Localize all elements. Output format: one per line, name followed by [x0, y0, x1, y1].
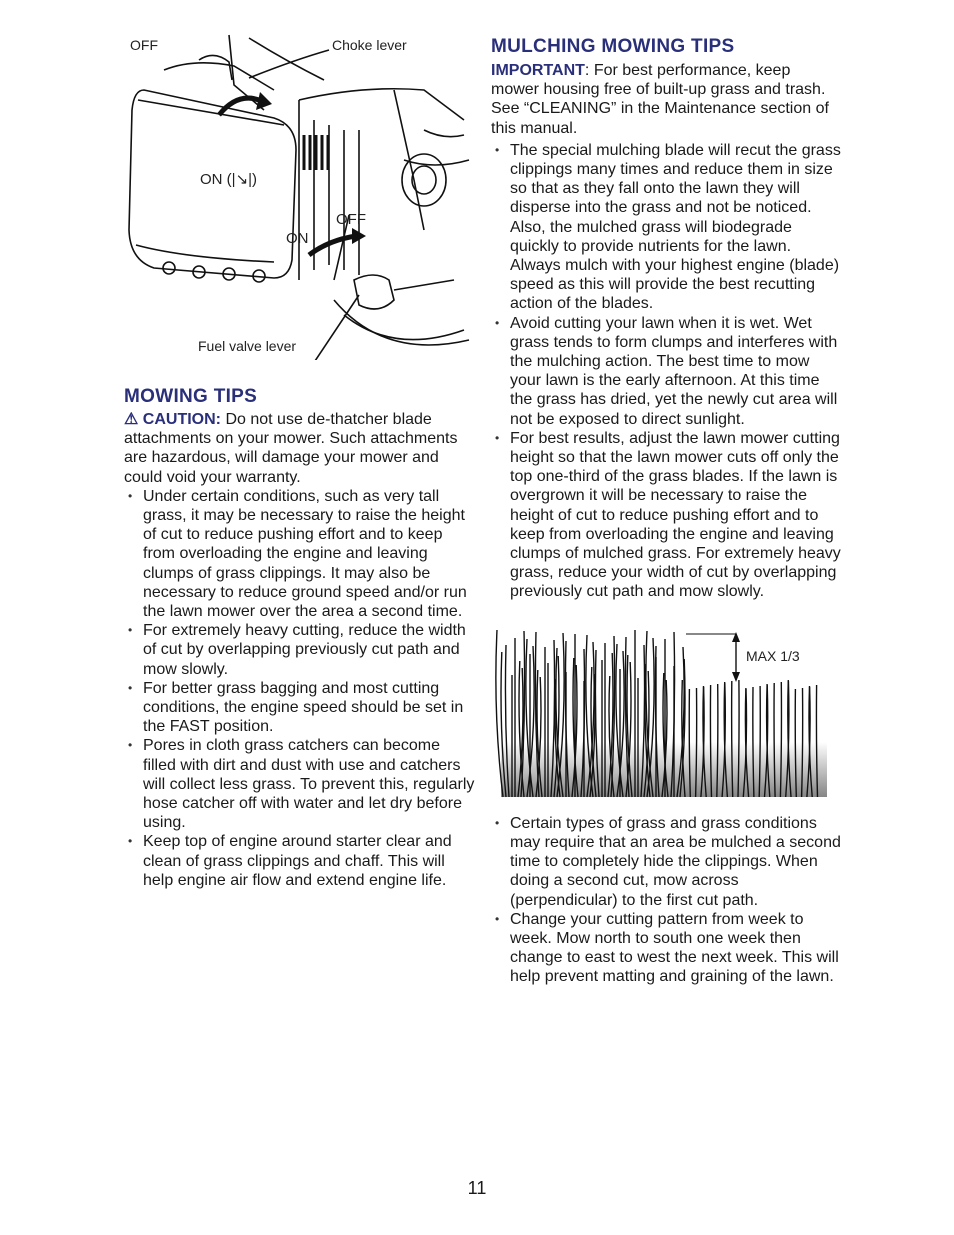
list-item: • Avoid cutting your lawn when it is wet. Wet grass tends to form clumps and interferes with the mulching action. The best time to mow your lawn is the early afternoon. At this time the grass has dried, yet the newly cut area will not be exposed to direct sunlight. — [491, 314, 841, 429]
grass-blade — [759, 686, 760, 797]
label-on-choke: ON (|↘|) — [200, 171, 258, 188]
list-item: • Pores in cloth grass catchers can become filled with dirt and dust with use and catchers will collect less grass. To prevent this, regularly hose catcher off with water and let dry before using. — [124, 736, 476, 832]
grass-blade — [780, 682, 781, 797]
grass-cut-height-figure — [491, 622, 841, 802]
warning-icon: ⚠ — [124, 411, 139, 428]
fuel-choke-figure — [124, 30, 476, 360]
mulching-tips-list-continued — [491, 814, 841, 987]
label-off-choke: OFF — [130, 37, 158, 53]
grass-blade — [738, 680, 739, 797]
important-label: IMPORTANT — [491, 62, 585, 79]
list-item: • Keep top of engine around starter clear and clean of grass clippings and chaff. This will help engine air flow and extend engine life. — [124, 832, 476, 890]
important-paragraph: IMPORTANT: For best performance, keep mower housing free of built-up grass and trash. See “CLEANING” in the Maintenance section of this manual. — [491, 62, 829, 137]
label-choke-lever: Choke lever — [332, 37, 407, 53]
grass-blade — [816, 685, 817, 797]
caution-paragraph: ⚠ CAUTION: Do not use de-thatcher blade attachments on your mower. Such attachments are hazardous, will damage your mower and could void your warranty. — [124, 411, 458, 486]
mulching-tips-list — [491, 141, 841, 602]
list-item: • For best results, adjust the lawn mower cutting height so that the lawn mower cuts off only the top one-third of the grass blades. If the lawn is overgrown it will be necessary to raise the height of cut to reduce pushing effort and to keep from overloading the engine and leaving clumps of mulched grass. For extremely heavy grass, reduce your width of cut by overlapping previously cut path and mow slowly. — [491, 429, 841, 602]
list-item: • Change your cutting pattern from week to week. Mow north to south one week then change to east to west the next week. This will help prevent matting and graining of the lawn. — [491, 910, 841, 987]
list-item: • For better grass bagging and most cutting conditions, the engine speed should be set in the FAST position. — [124, 679, 476, 737]
list-item: • Certain types of grass and grass conditions may require that an area be mulched a second time to completely hide the clippings. When doing a second cut, mow across (perpendicular) to the first cut path. — [491, 814, 841, 910]
grass-blade — [774, 683, 775, 797]
left-column — [124, 30, 476, 890]
page-number: 11 — [467, 1178, 487, 1198]
grass-blade — [732, 681, 733, 797]
caution-label: ⚠ CAUTION: — [124, 411, 222, 428]
list-item: • For extremely heavy cutting, reduce the width of cut by overlapping previously cut path and mow slowly. — [124, 621, 476, 679]
grass-blade — [710, 685, 711, 797]
label-off-valve: OFF — [336, 211, 366, 228]
mowing-tips-heading: MOWING TIPS — [124, 386, 258, 407]
list-item: • Under certain conditions, such as very tall grass, it may be necessary to raise the height of cut to reduce pushing effort and to keep from overloading the engine and leaving clumps of grass clippings. It may also be necessary to reduce ground speed and/or run the lawn mower over the area a second time. — [124, 487, 476, 621]
label-fuel-valve-lever: Fuel valve lever — [198, 338, 297, 354]
grass-blade — [717, 684, 718, 797]
list-item: • The special mulching blade will recut the grass clippings many times and reduce them in size so that as they fall onto the lawn they will disperse into the grass and not be noticed. Also, the mulched grass will biodegrade quickly to provide nutrients for the lawn. Always mulch with your highest engine (blade) speed as this will provide the best recutting action of the blades. — [491, 141, 841, 314]
label-on-valve: ON — [286, 230, 309, 247]
label-max-cut: MAX 1/3 — [746, 647, 800, 664]
right-column — [491, 36, 841, 987]
engine-illustration — [124, 30, 476, 360]
mulching-tips-heading: MULCHING MOWING TIPS — [491, 36, 735, 57]
choke-symbol-icon: |↘| — [231, 171, 253, 188]
mowing-tips-list — [124, 487, 476, 890]
